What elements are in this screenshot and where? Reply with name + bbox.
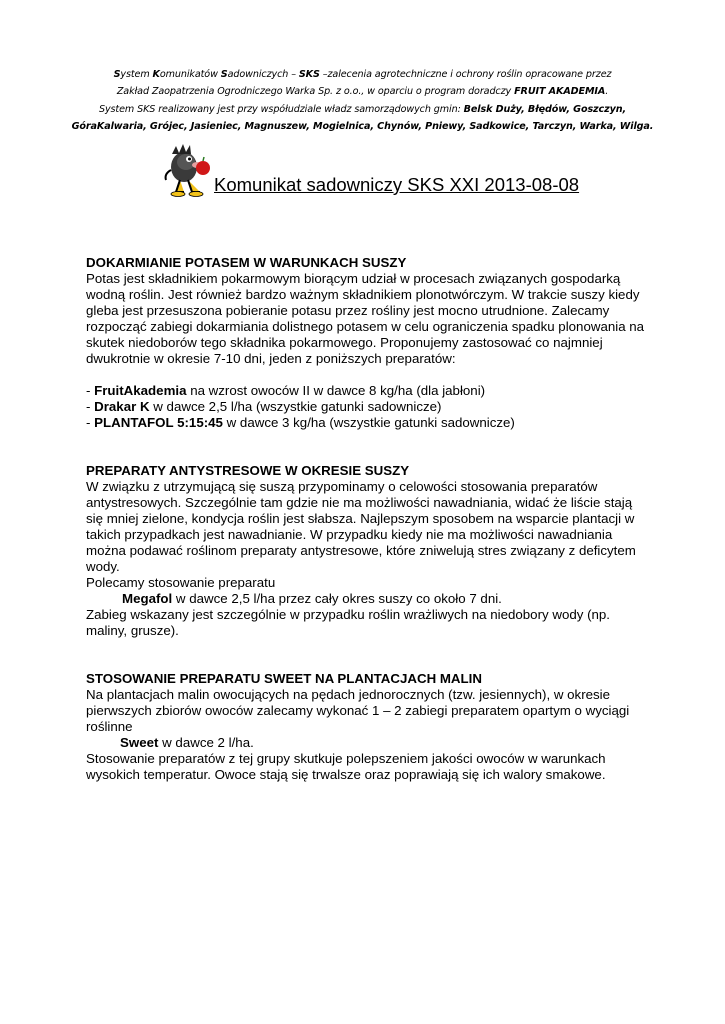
header-line-1 [60,66,665,83]
paragraph-line: Stosowanie preparatów z tej grupy skutkuje polepszeniem jakości owoców w warunkach [86,751,606,766]
paragraph-line: wody. [86,559,120,574]
paragraph-line: Zabieg wskazany jest szczególnie w przypadku roślin wrażliwych na niedobory wody (np. [86,607,610,622]
paragraph-line: Polecamy stosowanie preparatu [86,575,276,590]
paragraph-line: takich przypadkach jest nawadnianie. W przypadku kiedy nie ma możliwości nawadniania [86,527,613,542]
section-heading-antistress: PREPARATY ANTYSTRESOWE W OKRESIE SUSZY [86,463,410,478]
paragraph-line: rozpocząć zabiegi dokarmiania dolistnego potasem w celu ograniczenia spadku plonowania na [86,319,645,334]
paragraph-line: W związku z utrzymującą się suszą przypominamy o celowości stosowania preparatów [86,479,598,494]
header-line-2 [60,83,665,100]
product-name: Sweet [120,735,159,750]
paragraph-line: się mniej zielone, kondycja roślin jest słabsza. Najlepszym sposobem na wsparcie plantacji w [86,511,635,526]
content [86,255,666,783]
paragraph-line: antystresowych. Szczególnie tam gdzie nie ma możliwości nawadniania, widać że liście stają [86,495,633,510]
product-line: Megafol w dawce 2,5 l/ha przez cały okres suszy co około 7 dni. [122,591,502,606]
header-gminy: Belsk Duży, Błędów, Goszczyn, [463,103,627,115]
section-heading-potassium: DOKARMIANIE POTASEM W WARUNKACH SUSZY [86,255,407,270]
paragraph-line: wodną roślin. Jest również bardzo ważnym składnikiem plonotwórczym. W trakcie suszy kiedy [86,287,640,302]
header-line-4 [60,118,665,135]
header-line-3 [60,101,665,118]
list-item: - PLANTAFOL 5:15:45 w dawce 3 kg/ha (wszystkie gatunki sadownicze) [86,415,515,430]
header-s2-letter: S [220,69,228,80]
paragraph-line: gleba jest przesuszona pobieranie potasu przez rośliny jest mocno utrudnione. Zalecamy [86,303,610,318]
header-text: –zalecenia agrotechniczne i ochrony roślin opracowane przez [319,69,612,80]
paragraph-line: można podawać roślinom preparaty antystresowe, które zniwelują stres związany z deficytem [86,543,636,558]
paragraph-line: pierwszych zbiorów owoców zalecamy wykonać 1 – 2 zabiegi preparatem opartym o wyciągi [86,703,630,718]
header-s-letter: S [113,69,121,80]
paragraph-line: wysokich temperatur. Owoce stają się trwalsze oraz poprawiają się ich walory smakowe. [86,767,606,782]
paragraph-line: Na plantacjach malin owocujących na pędach jednorocznych (tzw. jesiennych), w okresie [86,687,611,702]
paragraph-line: roślinne [86,719,133,734]
paragraph-line: skutek niedoborów tego składnika pokarmowego. Proponujemy zastosować co najmniej [86,335,603,350]
paragraph-line: Potas jest składnikiem pokarmowym biorącym udział w procesach związanych gospodarką [86,271,621,286]
header-gminy-cont: GóraKalwaria, Grójec, Jasieniec, Magnuszew, Mogielnica, Chynów, Pniewy, Sadkowice, Tarczyn, Warka, Wilga. [71,120,654,132]
header-k-letter: K [152,69,160,80]
header-text: adowniczych – [227,69,299,80]
product-name: Megafol [122,591,173,606]
product-name: PLANTAFOL 5:15:45 [94,415,223,430]
header-text: ystem [120,69,153,80]
product-line: Sweet w dawce 2 l/ha. [120,735,254,750]
header-block [60,66,665,135]
paragraph-line: maliny, grusze). [86,623,179,638]
header-text: Zakład Zaopatrzenia Ogrodniczego Warka Sp. z o.o., w oparciu o program doradczy [116,86,515,98]
header-fruit-akademia: FRUIT AKADEMIA [514,86,606,98]
list-item: - FruitAkademia na wzrost owoców II w dawce 8 kg/ha (dla jabłoni) [86,383,486,398]
product-name: FruitAkademia [94,383,187,398]
header-text: . [605,86,609,98]
header-sks: SKS [298,69,320,80]
product-name: Drakar K [94,399,150,414]
list-item: - Drakar K w dawce 2,5 l/ha (wszystkie gatunki sadownicze) [86,399,442,414]
header-text: omunikatów [159,69,221,80]
paragraph-line: dwukrotnie w okresie 7-10 dni, jeden z poniższych preparatów: [86,351,456,366]
bulletin-title: Komunikat sadowniczy SKS XXI 2013-08-08 [214,174,580,195]
header-text: System SKS realizowany jest przy współudziale władz samorządowych gmin: [98,103,464,115]
section-heading-sweet: STOSOWANIE PREPARATU SWEET NA PLANTACJACH MALIN [86,671,482,686]
mole-mascot-logo [160,140,216,198]
